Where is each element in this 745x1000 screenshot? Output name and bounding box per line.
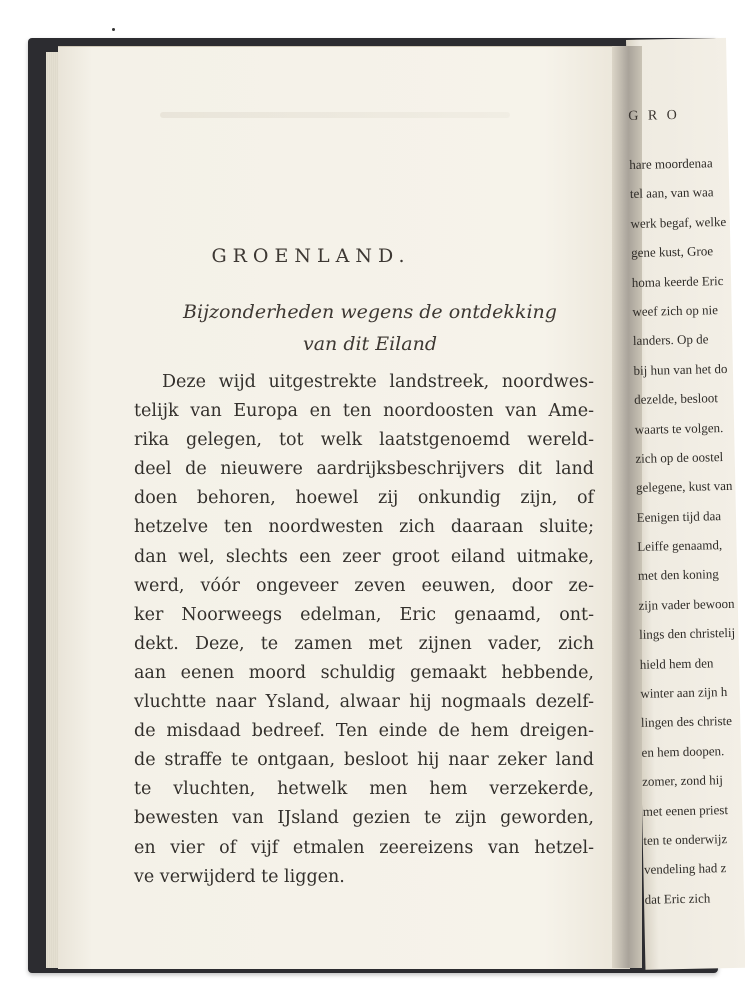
right-page-line: Leiffe genaamd, <box>637 537 723 554</box>
right-page-line: zomer, zond hij <box>642 772 724 790</box>
right-page-line: hield hem den <box>639 654 714 672</box>
right-page-line: homa keerde Eric <box>631 272 724 290</box>
body-line: bewesten van IJsland gezien te zijn geworden, <box>134 808 594 829</box>
show-through-running-head <box>160 112 510 118</box>
right-page-line: dat Eric zich <box>644 890 711 907</box>
dust-speck <box>112 28 115 31</box>
right-page-line: met eenen priest <box>642 801 729 819</box>
right-page-line: met den koning <box>637 566 719 584</box>
right-page-line: tel aan, van waa <box>629 184 714 202</box>
body-line: telijk van Europa en ten noordoosten van Ame- <box>134 401 594 422</box>
body-line: rika gelegen, tot welk laatstgenoemd wereld- <box>134 430 594 451</box>
right-page-line: bij hun van het do <box>633 360 728 378</box>
right-page-line: weef zich op nie <box>632 302 719 319</box>
right-page-line: lings den christelij <box>638 625 736 643</box>
body-line: ker Noorweegs edelman, Eric genaamd, ont- <box>134 604 594 625</box>
body-line: de misdaad bedreef. Ten einde de hem dreigen- <box>134 721 594 742</box>
right-page-line: dezelde, besloot <box>634 390 719 408</box>
right-page-line: winter aan zijn h <box>640 684 728 701</box>
right-running-head: G R O <box>628 107 680 124</box>
right-page-text <box>628 102 735 914</box>
body-line: te vluchten, hetwelk men hem verzekerde, <box>134 779 594 800</box>
subtitle-line: Bijzonderheden wegens de ontdekking <box>183 301 557 323</box>
right-page-line: waarts te volgen. <box>634 419 724 437</box>
right-page-line: zich op de oostel <box>635 448 724 466</box>
body-line: de straffe te ontgaan, besloot hij naar zeker land <box>134 750 594 771</box>
right-page-line: vendeling had z <box>643 860 727 878</box>
right-page-line: gelegene, kust van <box>635 478 733 496</box>
body-text <box>134 368 594 892</box>
body-line: hetzelve ten noordwesten zich daaraan sluite; <box>134 517 594 538</box>
body-line: dan wel, slechts een zeer groot eiland uitmake, <box>134 546 594 567</box>
body-line: en vier of vijf etmalen zeereizens van hetzel- <box>134 837 594 858</box>
body-line: aan eenen moord schuldig gemaakt hebbende, <box>134 662 594 683</box>
subtitle-line: van dit Eiland <box>302 333 437 355</box>
body-line: werd, vóór ongeveer zeven eeuwen, door ze- <box>134 575 594 596</box>
body-line: dekt. Deze, te zamen met zijnen vader, zich <box>134 633 594 654</box>
chapter-title: GROENLAND. <box>211 245 411 267</box>
body-line: doen behoren, hoewel zij onkundig zijn, of <box>134 488 594 509</box>
right-page-line: hare moordenaa <box>629 155 713 172</box>
right-page-line: lingen des christe <box>640 713 733 731</box>
body-line: vluchtte naar Ysland, alwaar hij nogmaals dezelf- <box>134 692 594 713</box>
right-page-line: zijn vader bewoon <box>638 595 735 613</box>
body-line: Deze wijd uitgestrekte landstreek, noordwes- <box>162 372 594 392</box>
chapter-subtitle <box>140 296 600 360</box>
right-page-line: werk begaf, welke <box>630 213 727 231</box>
right-page-line: gene kust, Groe <box>630 243 714 261</box>
right-page-line: landers. Op de <box>632 331 709 349</box>
body-line: ve verwijderd te liggen. <box>134 866 345 887</box>
body-line: deel de nieuwere aardrijksbeschrijvers dit land <box>134 459 594 480</box>
right-page-line: Eenigen tijd daa <box>636 507 722 525</box>
right-page-line: ten te onderwijz <box>643 831 728 848</box>
right-page-line: en hem doopen. <box>641 742 725 760</box>
